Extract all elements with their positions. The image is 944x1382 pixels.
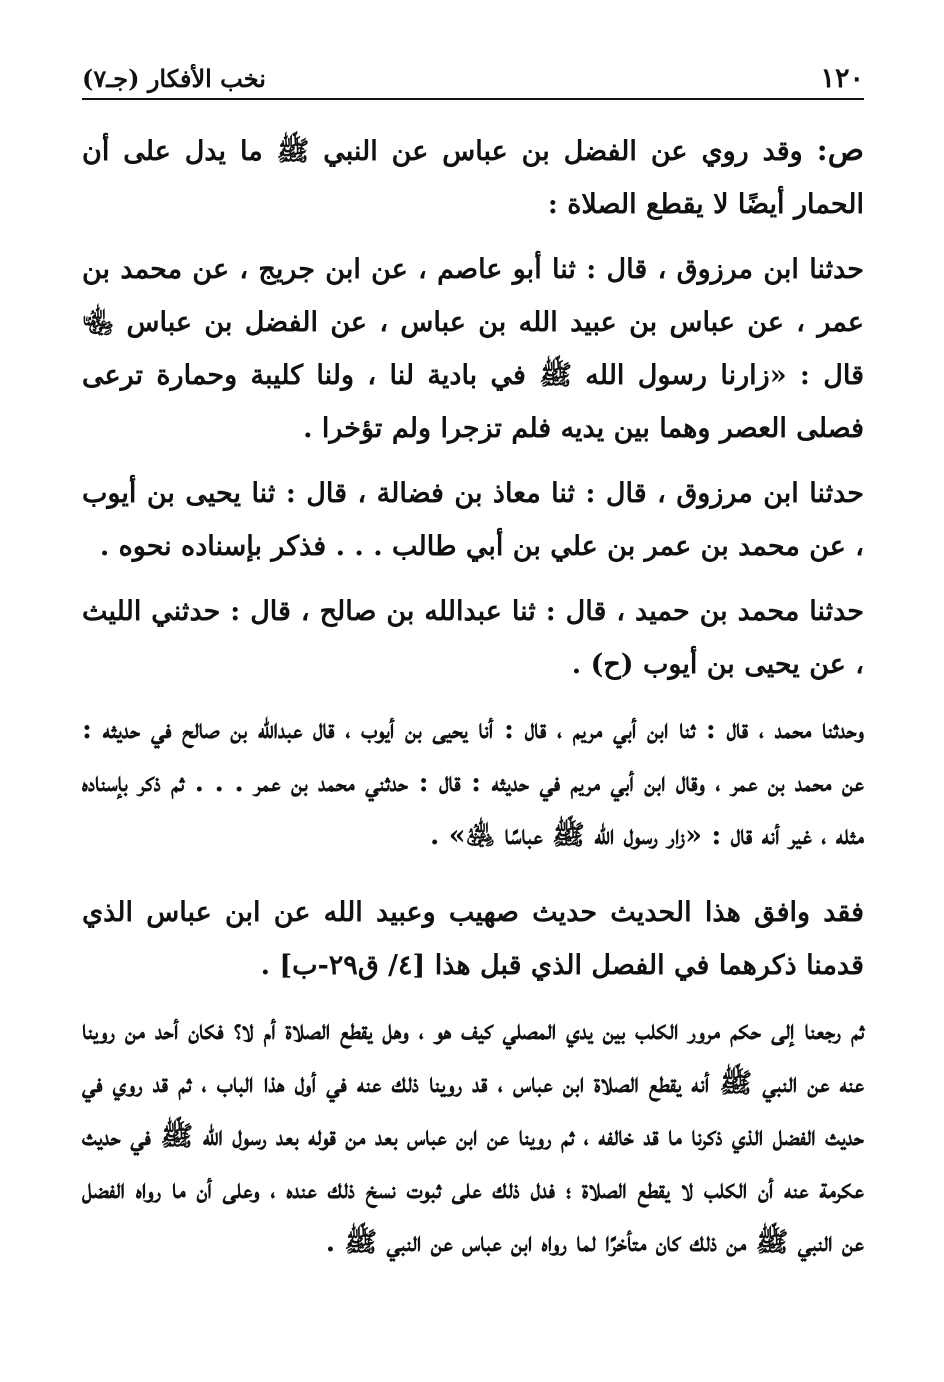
paragraph-intro [82,124,864,231]
paragraph-hadith-1 [82,243,864,455]
page-number: ١٢٠ [820,62,864,94]
text-marker: ص: [816,133,864,168]
book-title: نخب الأفكار (جـ٧) [82,63,266,93]
paragraph-text: حدثنا ابن مرزوق ، قال : ثنا معاذ بن فضالة ، قال : ثنا يحيى بن أيوب ، عن محمد بن عمر بن علي بن أبي طالب . . . فذكر بإسناده نحوه . [82,478,864,562]
paragraph-text: فقد وافق هذا الحديث حديث صهيب وعبيد الله عن ابن عباس الذي قدمنا ذكرهما في الفصل الذي قبل هذا [٤/ ق٢٩-ب] . [82,897,864,981]
running-header [82,58,864,100]
paragraph-commentary-1 [82,886,864,992]
paragraph-hadith-2 [82,467,864,573]
paragraph-text: حدثنا محمد بن حميد ، قال : ثنا عبدالله بن صالح ، قال : حدثني الليث ، عن يحيى بن أيوب (ح) . [82,596,864,680]
paragraph-text: حدثنا ابن مرزوق ، قال : ثنا أبو عاصم ، عن ابن جريج ، عن محمد بن عمر ، عن عباس بن عبيد الله بن عباس ، عن الفضل بن عباس ﵄ قال : «زارنا رسول الله ﷺ في بادية لنا ، ولنا كليبة وحمارة ترعى فصلى العصر وهما بين يديه فلم تزجرا ولم تؤخرا . [82,254,864,444]
paragraph-hadith-4 [82,703,864,862]
paragraph-commentary-2 [82,1004,864,1269]
body-text [82,124,864,1281]
paragraph-text: ثم رجعنا إلى حكم مرور الكلب بين يدي المصلي كيف هو ، وهل يقطع الصلاة أم لا؟ فكان أحد من روينا عنه عن النبي ﷺ أنه يقطع الصلاة ابن عباس ، قد روينا ذلك عنه في أول هذا الباب ، ثم قد روي في حديث الفضل الذي ذكرنا ما قد خالفه ، ثم روينا عن ابن عباس بعد من قوله بعد رسول الله ﷺ في حديث عكرمة عنه أن الكلب لا يقطع الصلاة ؛ فدل ذلك على ثبوت نسخ ذلك عنده ، وعلى أن ما رواه الفضل عن النبي ﷺ من ذلك كان متأخرًا لما رواه ابن عباس عن النبي ﷺ . [82,1015,864,1258]
paragraph-text: وحدثنا محمد ، قال : ثنا ابن أبي مريم ، قال : أنا يحيى بن أيوب ، قال عبدالله بن صالح في حديثه : عن محمد بن عمر ، وقال ابن أبي مريم في حديثه : قال : حدثني محمد بن عمر . . . ثم ذكر بإسناده مثله ، غير أنه قال : «زار رسول الله ﷺ عباسًا ﵁» . [82,714,864,851]
paragraph-text: وقد روي عن الفضل بن عباس عن النبي ﷺ ما يدل على أن الحمار أيضًا لا يقطع الصلاة : [82,136,864,220]
paragraph-hadith-3 [82,585,864,691]
